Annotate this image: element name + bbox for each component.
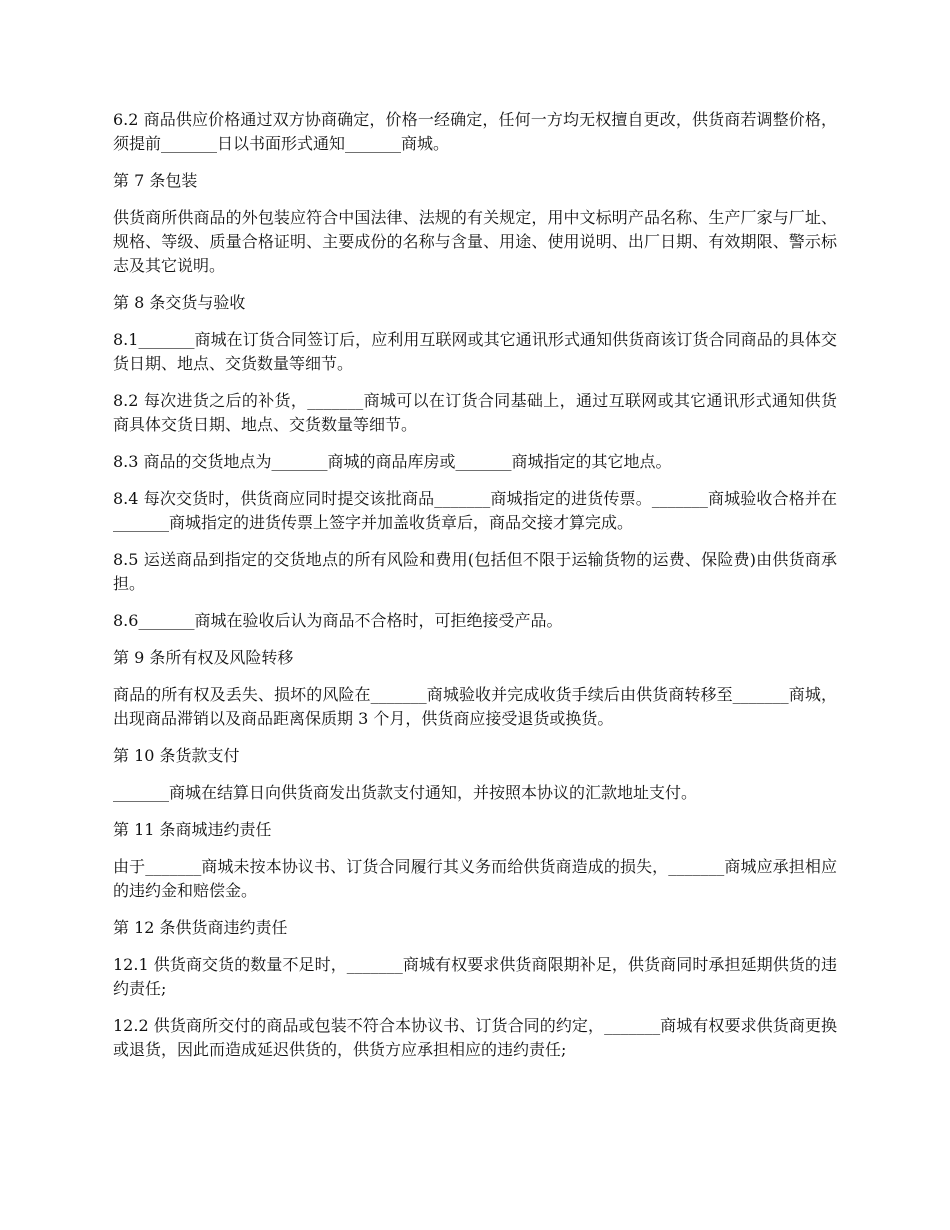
heading-article-10: 第 10 条货款支付 (113, 746, 240, 765)
clause-8-6: 8.6_______商城在验收后认为商品不合格时，可拒绝接受产品。 (113, 611, 563, 630)
clause-7-body: 供货商所供商品的外包装应符合中国法律、法规的有关规定，用中文标明产品名称、生产厂家与厂址、规格、等级、质量合格证明、主要成份的名称与含量、用途、使用说明、出厂日期、有效期限、警示标志及其它说明。 (113, 208, 837, 275)
clause-8-2: 8.2 每次进货之后的补货，_______商城可以在订货合同基础上，通过互联网或其它通讯形式通知供货商具体交货日期、地点、交货数量等细节。 (113, 391, 837, 434)
clause-6-2: 6.2 商品供应价格通过双方协商确定，价格一经确定，任何一方均无权擅自更改，供货商若调整价格，须提前_______日以书面形式通知_______商城。 (113, 110, 837, 153)
heading-article-11: 第 11 条商城违约责任 (113, 820, 272, 839)
heading-article-12: 第 12 条供货商违约责任 (113, 918, 288, 937)
heading-article-8: 第 8 条交货与验收 (113, 293, 246, 312)
heading-article-9: 第 9 条所有权及风险转移 (113, 648, 294, 667)
clause-10-body: _______商城在结算日向供货商发出货款支付通知，并按照本协议的汇款地址支付。 (113, 783, 698, 802)
clause-8-4: 8.4 每次交货时，供货商应同时提交该批商品_______商城指定的进货传票。_______商城验收合格并在_______商城指定的进货传票上签字并加盖收货章后，商品交接才算完成。 (113, 489, 837, 532)
clause-12-1: 12.1 供货商交货的数量不足时，_______商城有权要求供货商限期补足，供货商同时承担延期供货的违约责任; (113, 955, 837, 998)
clause-9-body: 商品的所有权及丢失、损坏的风险在_______商城验收并完成收货手续后由供货商转移至_______商城，出现商品滞销以及商品距离保质期 3 个月，供货商应接受退货或换货。 (113, 685, 837, 728)
clause-8-3: 8.3 商品的交货地点为_______商城的商品库房或_______商城指定的其它地点。 (113, 452, 672, 471)
clause-12-2: 12.2 供货商所交付的商品或包装不符合本协议书、订货合同的约定，_______商城有权要求供货商更换或退货，因此而造成延迟供货的，供货方应承担相应的违约责任; (113, 1016, 837, 1059)
clause-8-5: 8.5 运送商品到指定的交货地点的所有风险和费用(包括但不限于运输货物的运费、保险费)由供货商承担。 (113, 550, 837, 593)
heading-article-7: 第 7 条包装 (113, 171, 198, 190)
document-page (113, 108, 837, 1075)
clause-8-1: 8.1_______商城在订货合同签订后，应利用互联网或其它通讯形式通知供货商该订货合同商品的具体交货日期、地点、交货数量等细节。 (113, 330, 837, 373)
clause-11-body: 由于_______商城未按本协议书、订货合同履行其义务而给供货商造成的损失，_______商城应承担相应的违约金和赔偿金。 (113, 857, 837, 900)
